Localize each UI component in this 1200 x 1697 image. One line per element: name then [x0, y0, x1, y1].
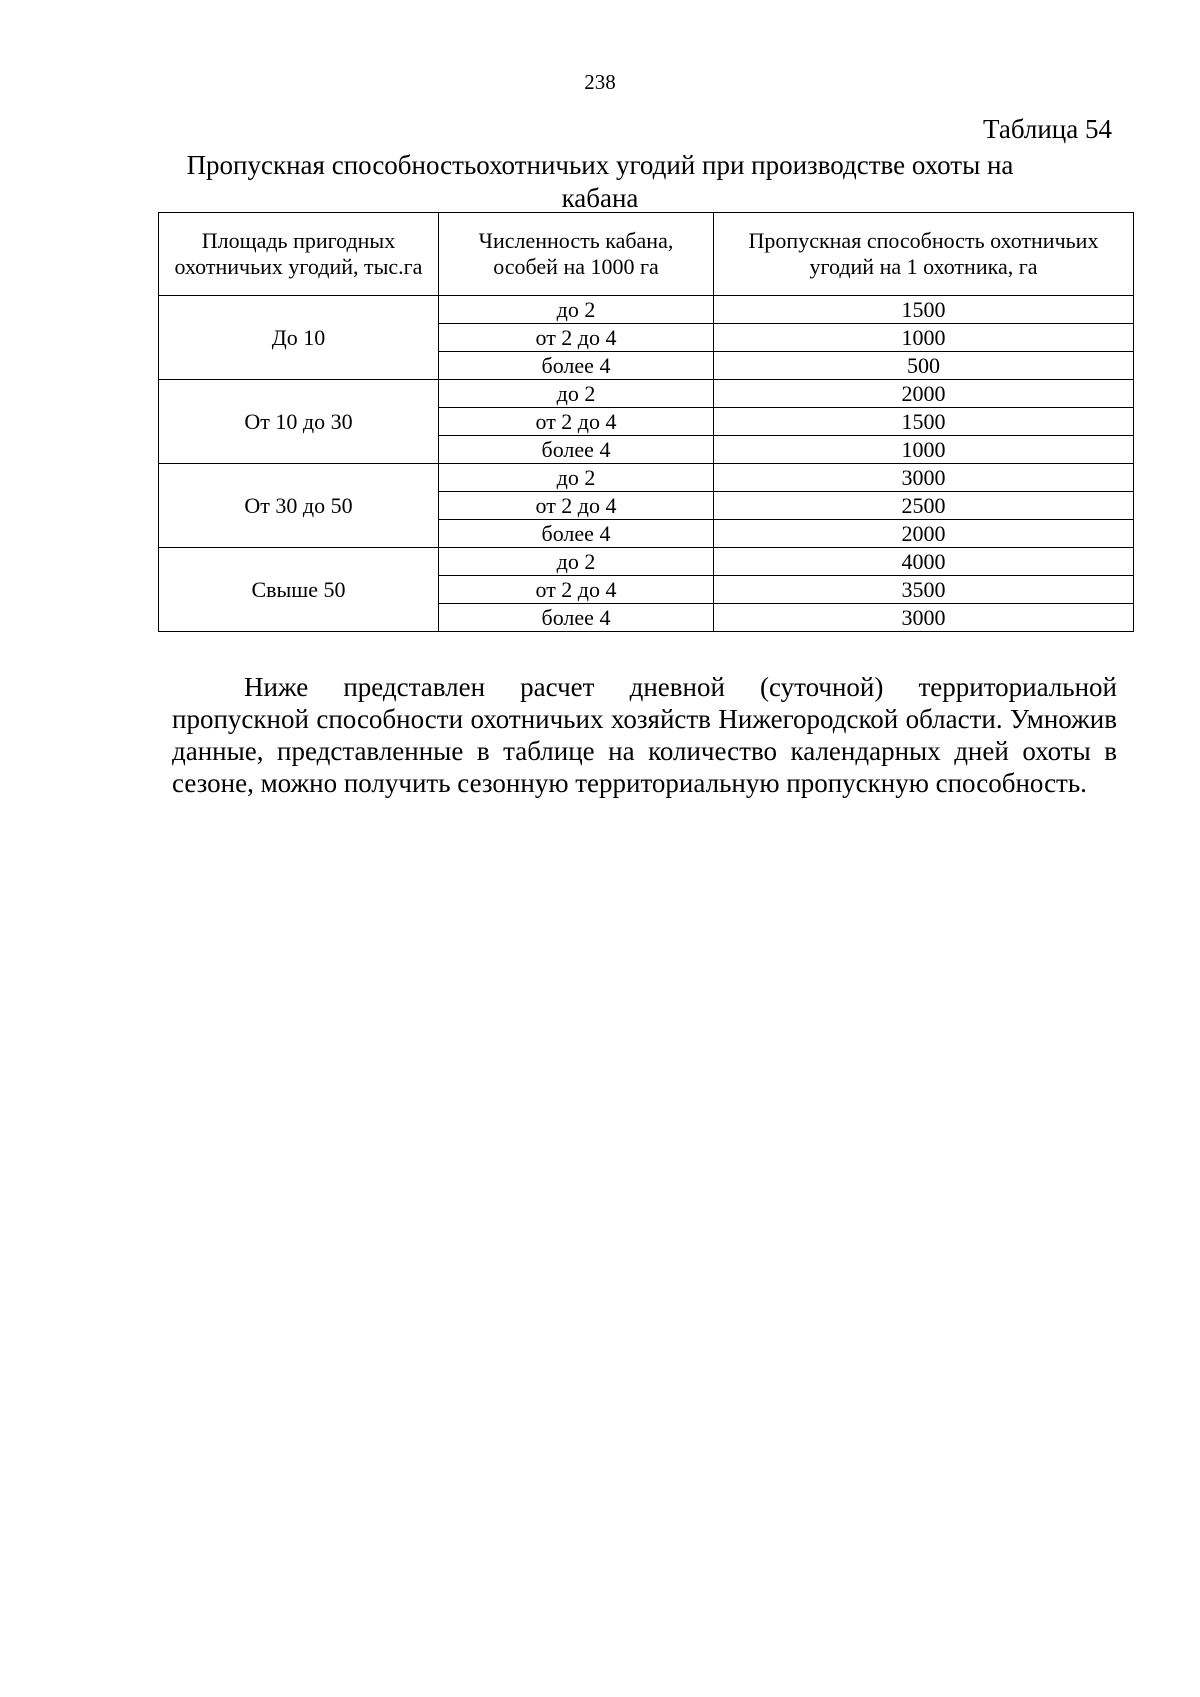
- density-cell: более 4: [439, 352, 714, 380]
- density-cell: до 2: [439, 296, 714, 324]
- header-capacity: Пропускная способность охотничьих угодий на 1 охотника, га: [714, 213, 1134, 296]
- table-row: [159, 548, 1134, 576]
- capacity-cell: 1500: [714, 408, 1134, 436]
- area-cell: Свыше 50: [159, 548, 439, 632]
- hunting-capacity-table: [158, 212, 1134, 632]
- density-cell: более 4: [439, 604, 714, 632]
- density-cell: до 2: [439, 380, 714, 408]
- density-cell: более 4: [439, 436, 714, 464]
- capacity-cell: 2000: [714, 380, 1134, 408]
- capacity-cell: 1000: [714, 436, 1134, 464]
- header-density: Численность кабана, особей на 1000 га: [439, 213, 714, 296]
- table-label: Таблица 54: [983, 114, 1112, 144]
- capacity-cell: 1500: [714, 296, 1134, 324]
- capacity-cell: 2500: [714, 492, 1134, 520]
- density-cell: от 2 до 4: [439, 408, 714, 436]
- capacity-cell: 3500: [714, 576, 1134, 604]
- header-area: Площадь пригодных охотничьих угодий, тыс.га: [159, 213, 439, 296]
- capacity-cell: 3000: [714, 464, 1134, 492]
- density-cell: более 4: [439, 520, 714, 548]
- body-paragraph: Ниже представлен расчет дневной (суточной) территориальной пропускной способности охотничьих хозяйств Нижегородской области. Умножив данные, представленные в таблице на количество календарных дней охоты в сезоне, можно получить сезонную территориальную пропускную способность.: [172, 672, 1117, 798]
- table-row: [159, 464, 1134, 492]
- density-cell: от 2 до 4: [439, 492, 714, 520]
- capacity-cell: 3000: [714, 604, 1134, 632]
- table-header-row: [159, 213, 1134, 296]
- area-cell: От 10 до 30: [159, 380, 439, 464]
- page-number: 238: [584, 70, 616, 94]
- density-cell: до 2: [439, 464, 714, 492]
- density-cell: от 2 до 4: [439, 324, 714, 352]
- capacity-cell: 2000: [714, 520, 1134, 548]
- table-row: [159, 296, 1134, 324]
- table-row: [159, 380, 1134, 408]
- area-cell: От 30 до 50: [159, 464, 439, 548]
- table-title: Пропускная способностьохотничьих угодий при производстве охоты на кабана: [186, 150, 1014, 213]
- capacity-cell: 500: [714, 352, 1134, 380]
- density-cell: до 2: [439, 548, 714, 576]
- area-cell: До 10: [159, 296, 439, 380]
- density-cell: от 2 до 4: [439, 576, 714, 604]
- capacity-cell: 1000: [714, 324, 1134, 352]
- capacity-cell: 4000: [714, 548, 1134, 576]
